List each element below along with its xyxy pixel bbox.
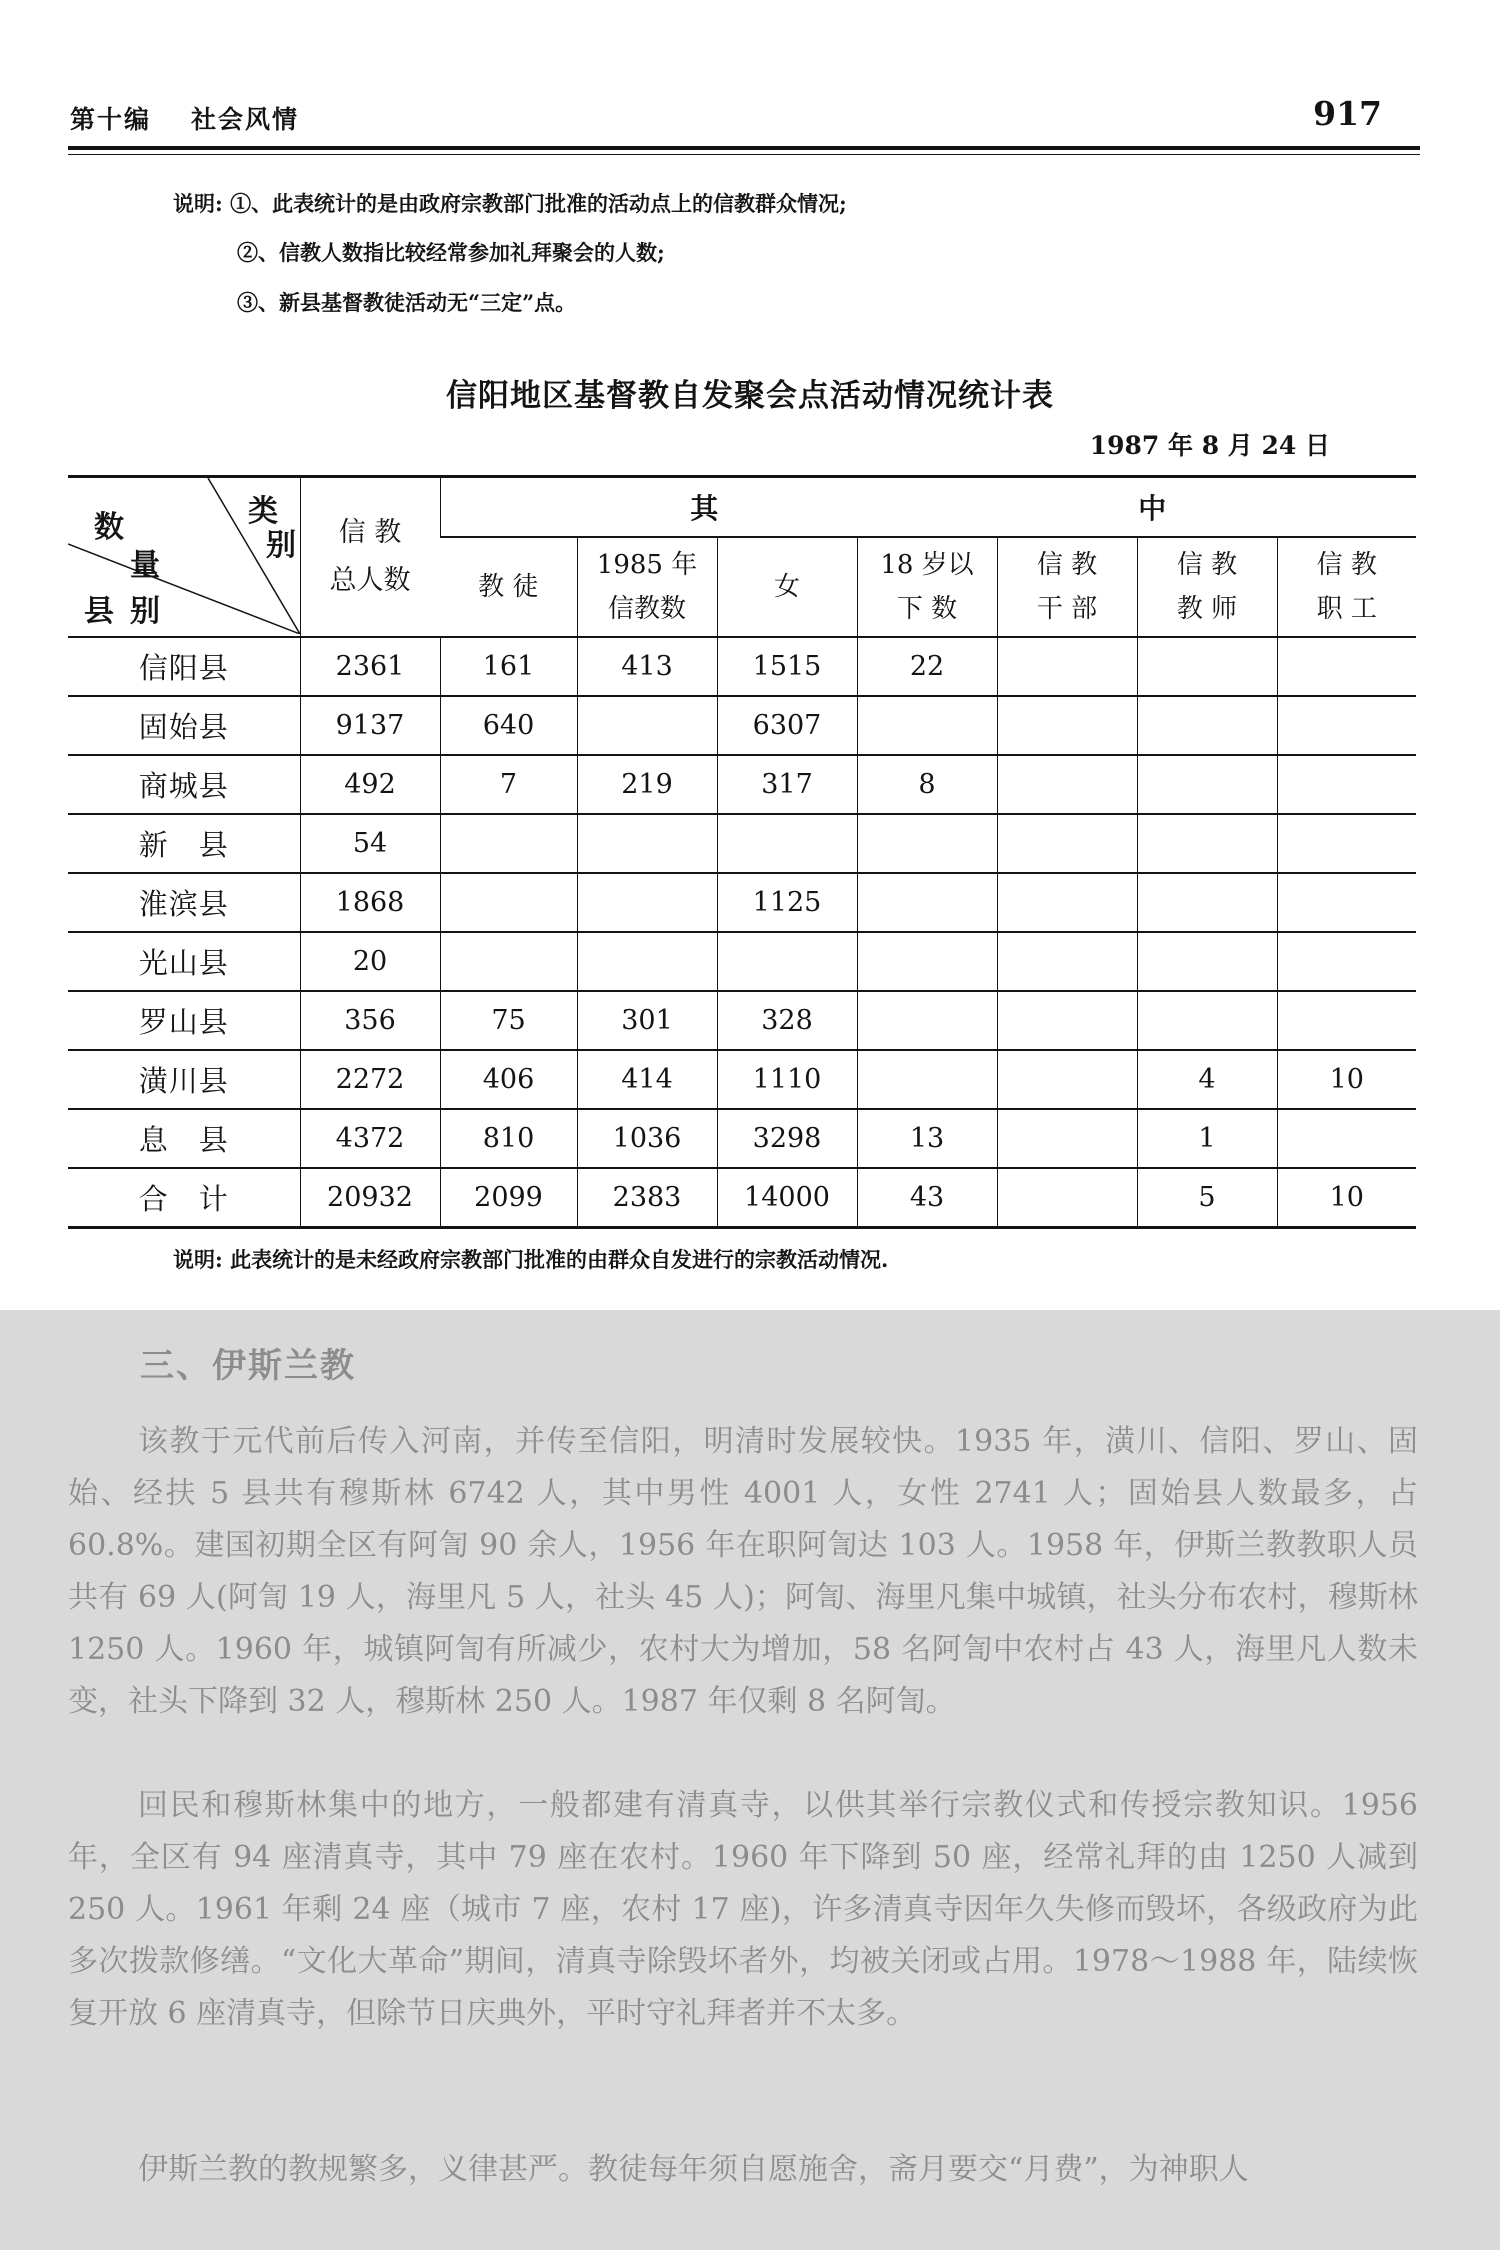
header-total — [300, 477, 440, 638]
data-cell: 219 — [577, 755, 717, 814]
county-name-cell: 固始县 — [68, 696, 300, 755]
header-sub-1: 教 徒 — [440, 537, 577, 637]
table-body — [68, 637, 1416, 1228]
data-cell — [997, 932, 1137, 991]
data-cell: 1 — [1137, 1109, 1277, 1168]
header-sub-7: 信 教 职 工 — [1277, 537, 1416, 637]
header-sub-6: 信 教 教 师 — [1137, 537, 1277, 637]
table-note: 说明: 此表统计的是未经政府宗教部门批准的由群众自发进行的宗教活动情况. — [173, 1247, 889, 1272]
data-cell: 1036 — [577, 1109, 717, 1168]
data-cell — [1277, 932, 1416, 991]
header-rule-thick — [68, 146, 1420, 150]
data-cell — [997, 991, 1137, 1050]
county-name-cell: 商城县 — [68, 755, 300, 814]
data-cell — [997, 637, 1137, 696]
header-rule-thin — [68, 154, 1420, 155]
data-cell: 161 — [440, 637, 577, 696]
data-cell: 640 — [440, 696, 577, 755]
corner-quantity-1: 数 — [94, 510, 124, 545]
data-cell: 4372 — [300, 1109, 440, 1168]
table-row — [68, 696, 1416, 755]
data-cell: 4 — [1137, 1050, 1277, 1109]
data-cell — [440, 873, 577, 932]
table-row — [68, 873, 1416, 932]
data-cell — [717, 814, 857, 873]
data-cell — [1277, 755, 1416, 814]
data-cell: 20932 — [300, 1168, 440, 1228]
data-cell: 1868 — [300, 873, 440, 932]
data-cell — [1137, 637, 1277, 696]
table-title: 信阳地区基督教自发聚会点活动情况统计表 — [446, 378, 1054, 414]
data-cell — [997, 755, 1137, 814]
data-cell: 10 — [1277, 1050, 1416, 1109]
data-cell: 328 — [717, 991, 857, 1050]
corner-county-2: 别 — [130, 594, 160, 629]
header-group: 其 中 — [440, 477, 1416, 538]
data-cell — [1137, 873, 1277, 932]
data-cell: 414 — [577, 1050, 717, 1109]
table-row — [68, 991, 1416, 1050]
islam-section — [0, 1310, 1500, 2250]
data-cell — [857, 932, 997, 991]
data-cell — [997, 696, 1137, 755]
data-cell: 14000 — [717, 1168, 857, 1228]
data-cell — [1137, 696, 1277, 755]
corner-quantity-2: 量 — [130, 548, 160, 583]
paragraph-3: 伊斯兰教的教规繁多，义律甚严。教徒每年须自愿施舍，斋月要交“月费”，为神职人 — [138, 2152, 1249, 2187]
section-heading: 三、伊斯兰教 — [140, 1346, 356, 1386]
data-cell — [577, 932, 717, 991]
data-cell: 13 — [857, 1109, 997, 1168]
data-cell: 413 — [577, 637, 717, 696]
data-cell — [577, 814, 717, 873]
county-name-cell: 新 县 — [68, 814, 300, 873]
data-cell: 406 — [440, 1050, 577, 1109]
table-row — [68, 1168, 1416, 1228]
corner-category-2: 别 — [266, 528, 296, 563]
county-name-cell: 罗山县 — [68, 991, 300, 1050]
data-cell: 1110 — [717, 1050, 857, 1109]
data-cell — [1137, 755, 1277, 814]
data-cell: 3298 — [717, 1109, 857, 1168]
header-total-line1: 信 教 — [338, 517, 402, 548]
data-cell — [857, 1050, 997, 1109]
corner-county-1: 县 — [84, 594, 114, 629]
county-name-cell: 潢川县 — [68, 1050, 300, 1109]
note-2: ②、信教人数指比较经常参加礼拜聚会的人数; — [237, 240, 665, 265]
data-cell — [1277, 873, 1416, 932]
table-row — [68, 1109, 1416, 1168]
data-cell: 43 — [857, 1168, 997, 1228]
section-label: 社会风情 — [191, 105, 300, 134]
data-cell: 20 — [300, 932, 440, 991]
paragraph-1: 该教于元代前后传入河南，并传至信阳，明清时发展较快。1935 年，潢川、信阳、罗山、固始、经扶 5 县共有穆斯林 6742 人，其中男性 4001 人，女性 2741 人；固始县人数最多，占 60.8%。建国初期全区有阿訇 90 余人，1956 年在职阿訇达 103 人。1958 年，伊斯兰教教职人员共有 69 人(阿訇 19 人，海里凡 5 人，社头 45 人)；阿訇、海里凡集中城镇，社头分布农村，穆斯林 1250 人。1960 年，城镇阿訇有所减少，农村大为增加，58 名阿訇中农村占 43 人，海里凡人数未变，社头下降到 32 人，穆斯林 250 人。1987 年仅剩 8 名阿訇。 — [68, 1424, 1418, 1719]
data-cell: 10 — [1277, 1168, 1416, 1228]
county-name-cell: 信阳县 — [68, 637, 300, 696]
table-row — [68, 755, 1416, 814]
data-cell: 9137 — [300, 696, 440, 755]
data-cell: 1125 — [717, 873, 857, 932]
corner-header-cell — [68, 477, 300, 638]
running-header — [70, 100, 299, 136]
data-cell — [577, 873, 717, 932]
table-row — [68, 932, 1416, 991]
header-total-line2: 总人数 — [329, 565, 411, 596]
data-cell: 7 — [440, 755, 577, 814]
data-cell: 1515 — [717, 637, 857, 696]
header-sub-2: 1985 年 信教数 — [577, 537, 717, 637]
corner-category-1: 类 — [248, 494, 278, 529]
note-3: ③、新县基督教徒活动无“三定”点。 — [237, 290, 577, 315]
data-cell: 492 — [300, 755, 440, 814]
data-cell — [440, 814, 577, 873]
data-cell: 6307 — [717, 696, 857, 755]
table-row — [68, 637, 1416, 696]
statistics-table — [68, 475, 1416, 1229]
data-cell: 8 — [857, 755, 997, 814]
page-number: 917 — [1313, 94, 1382, 133]
header-sub-3: 女 — [717, 537, 857, 637]
data-cell: 356 — [300, 991, 440, 1050]
data-cell: 5 — [1137, 1168, 1277, 1228]
data-cell — [857, 991, 997, 1050]
data-cell — [1137, 814, 1277, 873]
data-cell: 810 — [440, 1109, 577, 1168]
county-name-cell: 息 县 — [68, 1109, 300, 1168]
data-cell — [997, 1050, 1137, 1109]
data-cell: 2361 — [300, 637, 440, 696]
county-name-cell: 合 计 — [68, 1168, 300, 1228]
data-cell — [1137, 991, 1277, 1050]
chapter-label: 第十编 — [70, 105, 152, 134]
data-cell — [857, 873, 997, 932]
table-row — [68, 1050, 1416, 1109]
data-cell: 54 — [300, 814, 440, 873]
data-cell — [1277, 1109, 1416, 1168]
data-cell: 301 — [577, 991, 717, 1050]
header-sub-5: 信 教 干 部 — [997, 537, 1137, 637]
data-cell — [997, 1168, 1137, 1228]
data-cell: 2383 — [577, 1168, 717, 1228]
table-date: 1987 年 8 月 24 日 — [1089, 431, 1330, 460]
data-cell — [1137, 932, 1277, 991]
county-name-cell: 光山县 — [68, 932, 300, 991]
data-cell — [1277, 814, 1416, 873]
table-row — [68, 814, 1416, 873]
data-cell — [857, 696, 997, 755]
data-cell — [577, 696, 717, 755]
data-cell — [440, 932, 577, 991]
header-sub-4: 18 岁以 下 数 — [857, 537, 997, 637]
paragraph-2: 回民和穆斯林集中的地方，一般都建有清真寺，以供其举行宗教仪式和传授宗教知识。1956 年，全区有 94 座清真寺，其中 79 座在农村。1960 年下降到 50 座，经常礼拜的由 1250 人减到 250 人。1961 年剩 24 座（城市 7 座，农村 17 座)，许多清真寺因年久失修而毁坏，各级政府为此多次拨款修缮。“文化大革命”期间，清真寺除毁坏者外，均被关闭或占用。1978～1988 年，陆续恢复开放 6 座清真寺，但除节日庆典外，平时守礼拜者并不太多。 — [68, 1788, 1418, 2031]
data-cell — [857, 814, 997, 873]
data-cell: 22 — [857, 637, 997, 696]
data-cell — [1277, 991, 1416, 1050]
data-cell: 317 — [717, 755, 857, 814]
county-name-cell: 淮滨县 — [68, 873, 300, 932]
data-cell: 2099 — [440, 1168, 577, 1228]
data-cell — [997, 873, 1137, 932]
data-cell — [997, 1109, 1137, 1168]
data-cell — [717, 932, 857, 991]
data-cell — [1277, 696, 1416, 755]
note-1: 说明: ①、此表统计的是由政府宗教部门批准的活动点上的信教群众情况; — [173, 191, 847, 216]
data-cell — [997, 814, 1137, 873]
data-cell — [1277, 637, 1416, 696]
data-cell: 75 — [440, 991, 577, 1050]
data-cell: 2272 — [300, 1050, 440, 1109]
